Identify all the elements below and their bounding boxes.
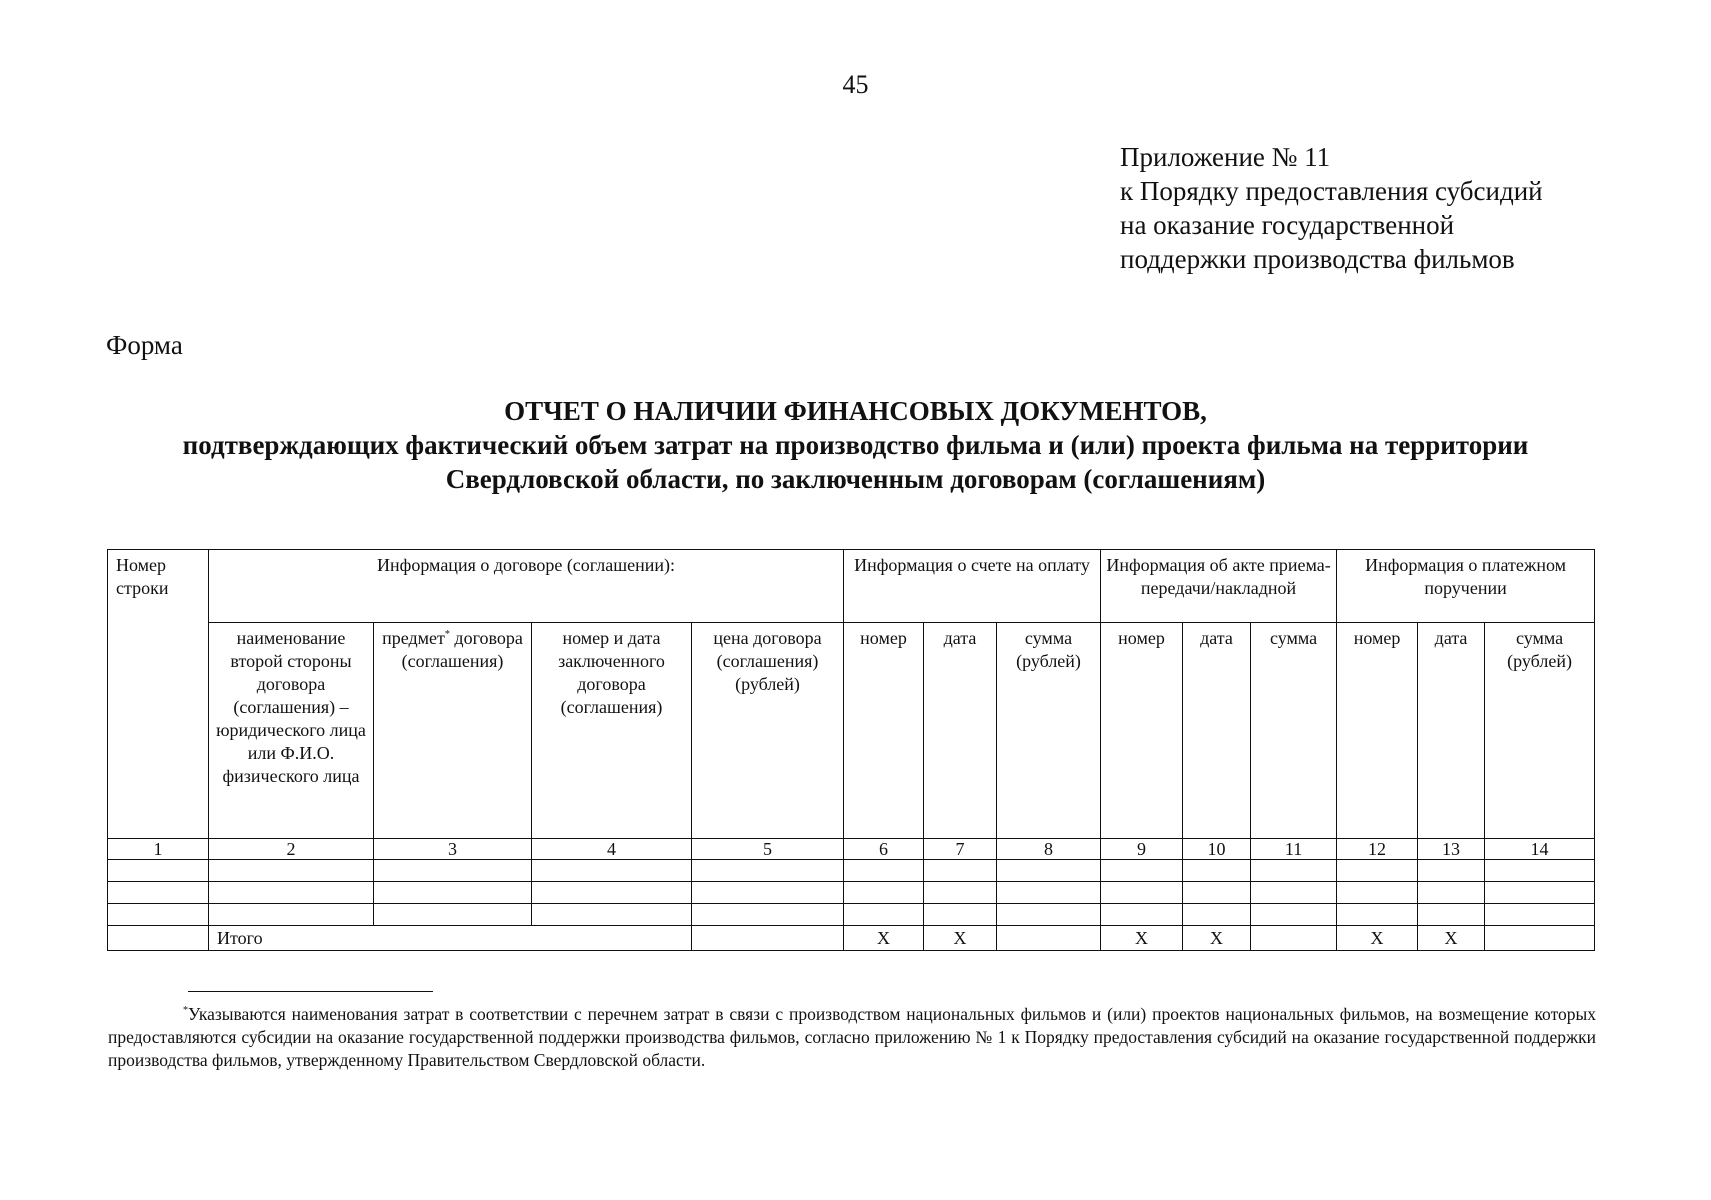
header-contract-price: цена договора (соглашения) (рублей) xyxy=(692,623,844,839)
table-cell[interactable] xyxy=(209,860,374,882)
column-number: 9 xyxy=(1101,839,1183,860)
total-act-sum[interactable] xyxy=(1251,926,1337,951)
appendix-line: к Порядку предоставления субсидий xyxy=(1120,176,1543,206)
table-cell[interactable] xyxy=(532,860,692,882)
table-cell[interactable] xyxy=(997,882,1101,904)
header-act-info: Информация об акте приема-передачи/накладной xyxy=(1101,550,1337,623)
header-row-number: Номер строки xyxy=(108,550,209,839)
table-cell[interactable] xyxy=(692,904,844,926)
table-cell[interactable] xyxy=(1183,882,1251,904)
x-mark: X xyxy=(1418,926,1485,951)
column-number: 12 xyxy=(1337,839,1418,860)
subject-label: предмет xyxy=(382,628,445,648)
x-mark: X xyxy=(1101,926,1183,951)
header-invoice-number: номер xyxy=(844,623,924,839)
column-number-row xyxy=(108,839,1595,860)
table-cell[interactable] xyxy=(997,904,1101,926)
header-invoice-sum: сумма (рублей) xyxy=(997,623,1101,839)
table-cell[interactable] xyxy=(844,904,924,926)
table-cell[interactable] xyxy=(1251,860,1337,882)
column-number: 7 xyxy=(924,839,997,860)
header-payment-date: дата xyxy=(1418,623,1485,839)
table-cell[interactable] xyxy=(997,860,1101,882)
table-row xyxy=(108,860,1595,882)
table-cell[interactable] xyxy=(532,904,692,926)
table-cell[interactable] xyxy=(108,860,209,882)
header-invoice-date: дата xyxy=(924,623,997,839)
x-mark: X xyxy=(924,926,997,951)
document-title xyxy=(0,394,1711,496)
x-mark: X xyxy=(1337,926,1418,951)
appendix-note xyxy=(1120,140,1543,276)
table-cell[interactable] xyxy=(1101,882,1183,904)
header-payment-sum: сумма (рублей) xyxy=(1485,623,1595,839)
table-cell[interactable] xyxy=(108,904,209,926)
table-cell[interactable] xyxy=(1337,904,1418,926)
table-cell[interactable] xyxy=(1101,904,1183,926)
column-number: 6 xyxy=(844,839,924,860)
column-number: 14 xyxy=(1485,839,1595,860)
column-number: 8 xyxy=(997,839,1101,860)
table-cell[interactable] xyxy=(1337,860,1418,882)
table-cell[interactable] xyxy=(108,882,209,904)
table-cell[interactable] xyxy=(924,882,997,904)
x-mark: X xyxy=(1183,926,1251,951)
title-line-1: ОТЧЕТ О НАЛИЧИИ ФИНАНСОВЫХ ДОКУМЕНТОВ, xyxy=(504,396,1207,426)
total-payment-sum[interactable] xyxy=(1485,926,1595,951)
total-invoice-sum[interactable] xyxy=(997,926,1101,951)
table-cell[interactable] xyxy=(1418,860,1485,882)
appendix-line: поддержки производства фильмов xyxy=(1120,244,1515,274)
appendix-line: на оказание государственной xyxy=(1120,210,1455,240)
table-cell[interactable] xyxy=(1485,882,1595,904)
header-act-date: дата xyxy=(1183,623,1251,839)
table-cell[interactable] xyxy=(209,882,374,904)
table-cell[interactable] xyxy=(1183,860,1251,882)
appendix-line: Приложение № 11 xyxy=(1120,142,1331,172)
column-number: 11 xyxy=(1251,839,1337,860)
table-cell[interactable] xyxy=(108,926,209,951)
footnote-text: Указываются наименования затрат в соответствии с перечнем затрат в связи с производством национальных фильмов и (или) проектов национальных фильмов, на возмещение которых предоставляются субсидии на оказание государственной поддержки производства фильмов, согласно приложению № 1 к Порядку предоставления субсидий на оказание государственной поддержки производства фильмов, утвержденному Правительством Свердловской области. xyxy=(108,1004,1596,1070)
column-number: 4 xyxy=(532,839,692,860)
table-cell[interactable] xyxy=(844,860,924,882)
column-number: 5 xyxy=(692,839,844,860)
table-row xyxy=(108,882,1595,904)
table-cell[interactable] xyxy=(692,860,844,882)
table-cell[interactable] xyxy=(1337,882,1418,904)
column-number: 1 xyxy=(108,839,209,860)
header-contract-number-date: номер и дата заключенного договора (соглашения) xyxy=(532,623,692,839)
total-label: Итого xyxy=(209,926,692,951)
total-row xyxy=(108,926,1595,951)
table-cell[interactable] xyxy=(1485,904,1595,926)
form-label: Форма xyxy=(106,330,183,360)
column-number: 2 xyxy=(209,839,374,860)
table-cell[interactable] xyxy=(1183,904,1251,926)
table-cell[interactable] xyxy=(374,882,532,904)
table-cell[interactable] xyxy=(1251,882,1337,904)
report-table xyxy=(107,549,1595,951)
footnote-mark: * xyxy=(444,629,450,640)
footnote-mark: * xyxy=(183,1005,188,1017)
subject-label-rest: договора (соглашения) xyxy=(401,628,523,671)
table-cell[interactable] xyxy=(374,860,532,882)
table-cell[interactable] xyxy=(532,882,692,904)
table-cell[interactable] xyxy=(844,882,924,904)
table-cell[interactable] xyxy=(924,904,997,926)
title-line-2: подтверждающих фактический объем затрат на производство фильма и (или) проекта фильма на территории xyxy=(182,430,1529,460)
header-invoice-info: Информация о счете на оплату xyxy=(844,550,1101,623)
page-number: 45 xyxy=(842,70,869,99)
table-cell[interactable] xyxy=(1251,904,1337,926)
header-subject xyxy=(374,623,532,839)
table-cell[interactable] xyxy=(692,882,844,904)
header-party-name: наименование второй стороны договора (соглашения) – юридического лица или Ф.И.О. физического лица xyxy=(209,623,374,839)
table-cell[interactable] xyxy=(209,904,374,926)
header-payment-number: номер xyxy=(1337,623,1418,839)
table-cell[interactable] xyxy=(1418,904,1485,926)
footnote xyxy=(108,1003,1596,1072)
footnote-divider xyxy=(188,991,433,992)
header-contract-info: Информация о договоре (соглашении): xyxy=(209,550,844,623)
table-cell[interactable] xyxy=(1101,860,1183,882)
table-row xyxy=(108,904,1595,926)
table-cell[interactable] xyxy=(374,904,532,926)
x-mark: X xyxy=(844,926,924,951)
header-payment-info: Информация о платежном поручении xyxy=(1337,550,1595,623)
column-number: 13 xyxy=(1418,839,1485,860)
column-number: 3 xyxy=(374,839,532,860)
table-cell[interactable] xyxy=(924,860,997,882)
title-line-3: Свердловской области, по заключенным договорам (соглашениям) xyxy=(445,464,1266,494)
column-number: 10 xyxy=(1183,839,1251,860)
header-act-sum: сумма xyxy=(1251,623,1337,839)
header-act-number: номер xyxy=(1101,623,1183,839)
table-cell[interactable] xyxy=(1418,882,1485,904)
total-contract-price[interactable] xyxy=(692,926,844,951)
table-cell[interactable] xyxy=(1485,860,1595,882)
